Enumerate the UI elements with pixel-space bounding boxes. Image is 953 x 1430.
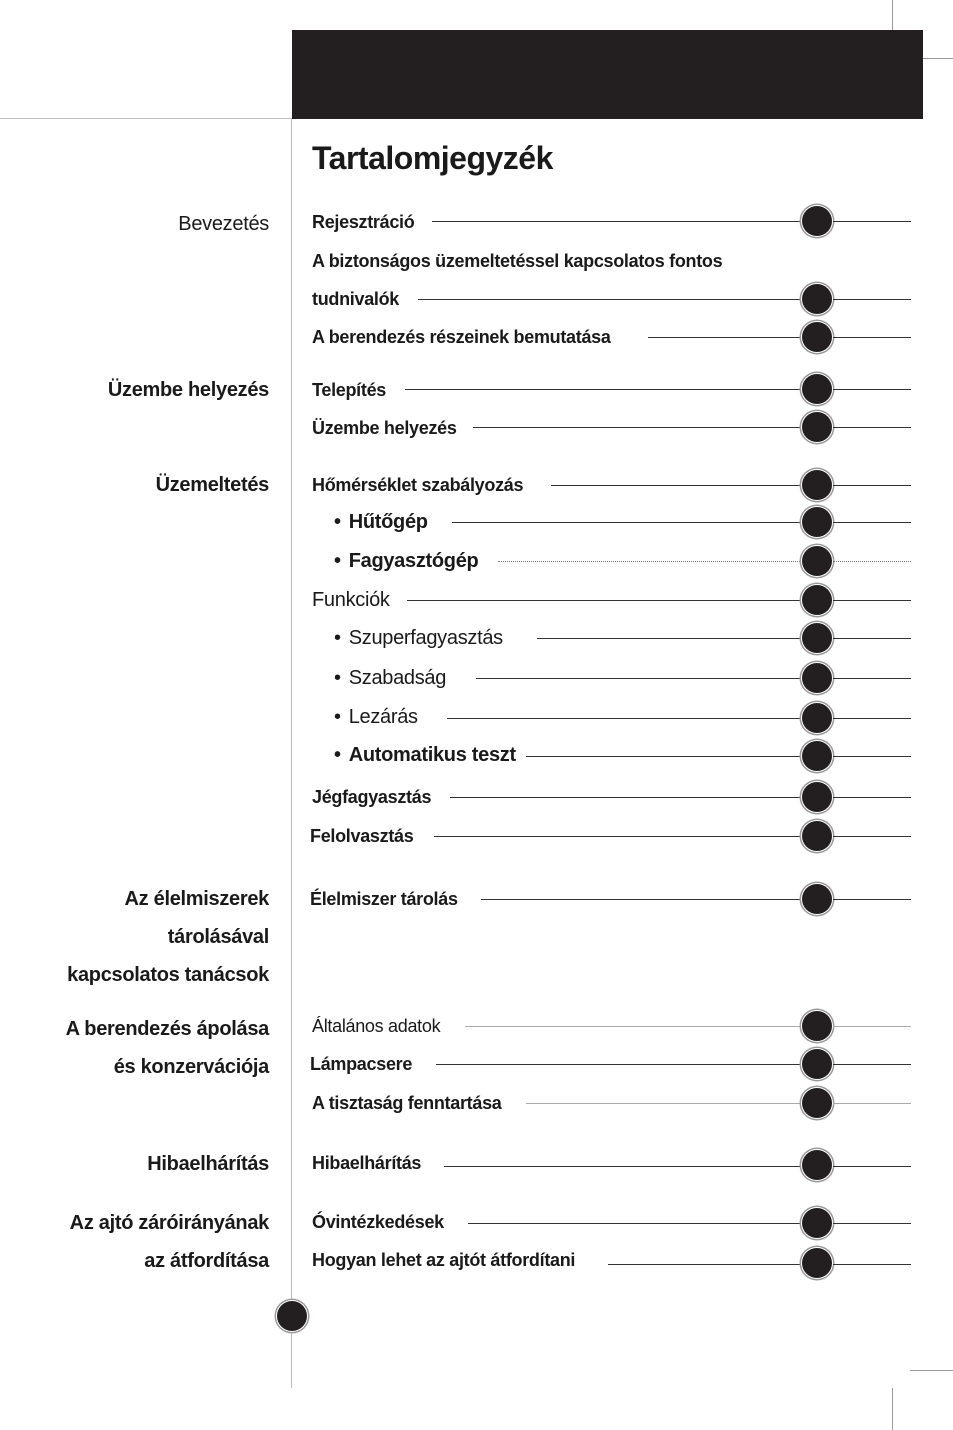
leader-line [648, 337, 802, 338]
column-divider [291, 118, 292, 1388]
page-number-dot [802, 741, 832, 771]
toc-subentry-label: Lezárás [348, 706, 418, 728]
page-title: Tartalomjegyzék [312, 140, 553, 176]
leader-line [537, 638, 802, 639]
leader-line [465, 1026, 802, 1027]
trailing-line [833, 1166, 911, 1167]
toc-entry[interactable]: Felolvasztás [310, 826, 414, 846]
leader-line [432, 221, 802, 222]
toc-subentry-label: Fagyasztógép [348, 550, 479, 572]
toc-subentry[interactable] [334, 706, 418, 728]
leader-line [498, 561, 802, 562]
leader-line [473, 427, 802, 428]
toc-entry[interactable]: Jégfagyasztás [312, 787, 432, 807]
page-number-dot [802, 884, 832, 914]
leader-line [407, 600, 802, 601]
toc-entry[interactable]: Hőmérséklet szabályozás [312, 475, 524, 495]
section-line: az átfordítása [144, 1250, 269, 1272]
toc-entry[interactable]: Hogyan lehet az ajtót átfordítani [312, 1250, 576, 1270]
trailing-line [833, 678, 911, 679]
crop-mark-top-vertical [892, 0, 893, 30]
bullet: • [334, 550, 341, 572]
page-number-dot [802, 507, 832, 537]
page-number-dot [802, 412, 832, 442]
toc-subentry[interactable] [334, 550, 478, 572]
toc-subentry[interactable] [334, 744, 516, 766]
leader-line [447, 718, 802, 719]
section-line: tárolásával [167, 926, 269, 948]
page-number-dot [802, 703, 832, 733]
toc-entry[interactable]: Általános adatok [312, 1016, 441, 1036]
toc-entry[interactable]: A berendezés részeinek bemutatása [312, 327, 611, 347]
trailing-line [833, 389, 911, 390]
bullet: • [334, 706, 341, 728]
trailing-line [833, 299, 911, 300]
section-hibaelharitas [147, 1145, 269, 1183]
trailing-line [833, 1064, 911, 1065]
trailing-line [833, 1223, 911, 1224]
toc-entry[interactable]: Óvintézkedések [312, 1212, 444, 1232]
toc-subentry-label: Szuperfagyasztás [348, 627, 503, 649]
toc-entry[interactable]: Telepítés [312, 380, 386, 400]
page-number-dot [802, 1088, 832, 1118]
leader-line [526, 756, 802, 757]
section-line: és konzervációja [113, 1056, 269, 1078]
page-number-dot [802, 284, 832, 314]
crop-mark-bottom-vertical [892, 1388, 893, 1430]
toc-entry[interactable]: Rejesztráció [312, 212, 415, 232]
section-line: kapcsolatos tanácsok [67, 964, 269, 986]
toc-entry[interactable]: Funkciók [312, 589, 390, 611]
page-number-dot [802, 821, 832, 851]
toc-entry[interactable]: Hibaelhárítás [312, 1153, 422, 1173]
toc-subentry-label: Automatikus teszt [348, 744, 516, 766]
trailing-line [833, 756, 911, 757]
trailing-line [833, 337, 911, 338]
leader-line [436, 1064, 802, 1065]
section-line: Az ajtó záróirányának [69, 1212, 269, 1234]
section-uzemeltetes [156, 466, 269, 504]
section-apolas [66, 1010, 269, 1086]
trailing-line [833, 522, 911, 523]
trailing-line [833, 221, 911, 222]
page-number-dot [802, 470, 832, 500]
leader-line [444, 1166, 802, 1167]
trailing-line [833, 1026, 911, 1027]
page-number-dot [802, 1208, 832, 1238]
section-line: Bevezetés [178, 213, 269, 235]
trailing-line [833, 836, 911, 837]
toc-entry[interactable]: Élelmiszer tárolás [310, 889, 458, 909]
toc-subentry-label: Hűtőgép [348, 511, 428, 533]
toc-entry[interactable]: A tisztaság fenntartása [312, 1093, 502, 1113]
page-number-dot [802, 546, 832, 576]
bullet: • [334, 627, 341, 649]
top-rule [0, 118, 292, 119]
leader-line [608, 1264, 802, 1265]
page-number-dot [802, 663, 832, 693]
leader-line [405, 389, 802, 390]
leader-line [481, 899, 802, 900]
page-number-dot [802, 623, 832, 653]
leader-line [452, 522, 802, 523]
leader-line [418, 299, 802, 300]
trailing-line [833, 718, 911, 719]
toc-entry[interactable]: Lámpacsere [310, 1054, 413, 1074]
page-number-dot [802, 374, 832, 404]
trailing-line [833, 561, 911, 562]
trailing-line [833, 600, 911, 601]
page-number-dot [802, 1248, 832, 1278]
trailing-line [833, 427, 911, 428]
page-number-dot [802, 1150, 832, 1180]
bullet: • [334, 667, 341, 689]
trailing-line [833, 1264, 911, 1265]
trailing-line [833, 1103, 911, 1104]
trailing-line [833, 485, 911, 486]
section-uzembe-helyezes [108, 371, 269, 409]
section-elelmiszer-tarolas [67, 880, 269, 994]
toc-subentry[interactable] [334, 511, 428, 533]
toc-subentry[interactable] [334, 627, 503, 649]
leader-line [434, 836, 802, 837]
leader-line [450, 797, 802, 798]
section-line: Hibaelhárítás [147, 1153, 269, 1175]
section-line: Üzembe helyezés [107, 379, 269, 401]
trailing-line [833, 797, 911, 798]
page-number-dot [802, 1011, 832, 1041]
leader-line [468, 1223, 802, 1224]
leader-line [526, 1103, 802, 1104]
leader-line [551, 485, 802, 486]
page-number-dot [802, 206, 832, 236]
toc-subentry[interactable] [334, 667, 446, 689]
bullet: • [334, 511, 341, 533]
toc-subentry-label: Szabadság [348, 667, 447, 689]
toc-entry[interactable]: A biztonságos üzemeltetéssel kapcsolatos fontos [312, 251, 723, 271]
crop-mark-bottom-horizontal [910, 1370, 953, 1371]
crop-mark-top-horizontal [923, 58, 953, 59]
section-line: Az élelmiszerek [124, 888, 269, 910]
section-bevezetes [178, 205, 269, 243]
header-bar [292, 30, 923, 119]
section-line: Üzemeltetés [155, 474, 269, 496]
bullet: • [334, 744, 341, 766]
section-ajto [70, 1204, 269, 1280]
page-number-dot [802, 322, 832, 352]
page-number-dot [802, 585, 832, 615]
page-marker-dot [277, 1301, 307, 1331]
leader-line [476, 678, 802, 679]
trailing-line [833, 899, 911, 900]
section-line: A berendezés ápolása [65, 1018, 269, 1040]
toc-entry[interactable]: tudnivalók [312, 289, 400, 309]
page-number-dot [802, 1049, 832, 1079]
trailing-line [833, 638, 911, 639]
toc-entry[interactable]: Üzembe helyezés [312, 418, 457, 438]
page-number-dot [802, 782, 832, 812]
